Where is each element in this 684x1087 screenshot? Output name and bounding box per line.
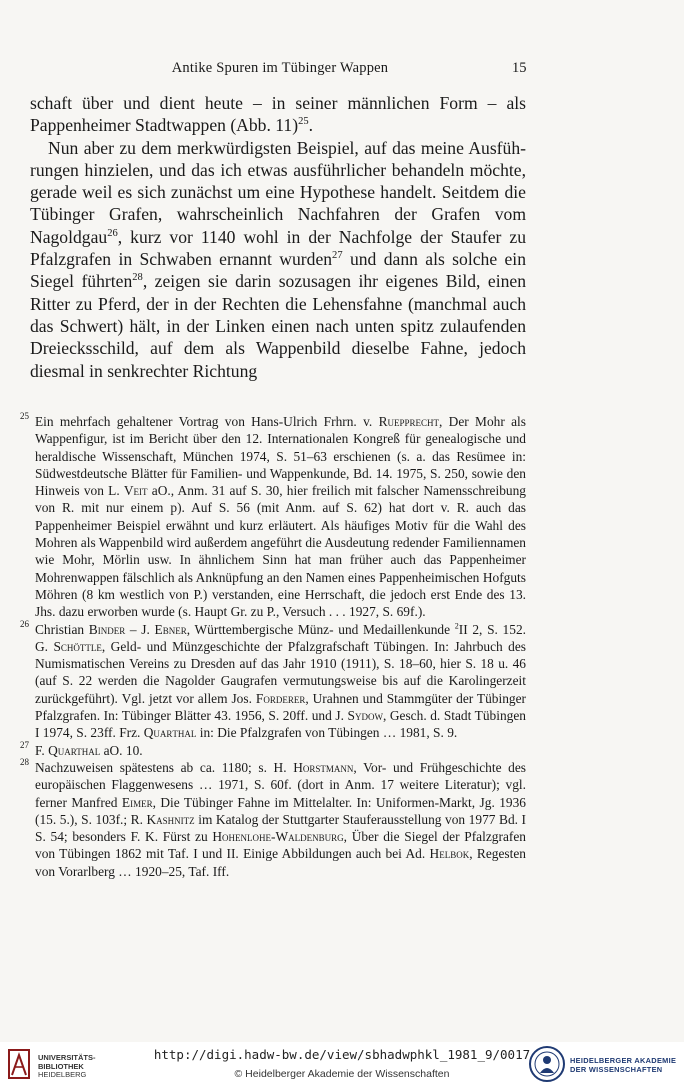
university-library-logo[interactable] bbox=[8, 1047, 118, 1081]
paragraph-1: schaft über und dient heute – in seiner männlichen Form – als Pappenheimer Stadtwappen (Abb. 11)$^{25}$. bbox=[30, 93, 526, 136]
page-number: 15 bbox=[512, 60, 527, 76]
viewer-footer bbox=[0, 1042, 684, 1087]
footnote-ref-26[interactable]: 26 bbox=[107, 227, 118, 239]
footnote-ref-27[interactable]: 27 bbox=[332, 250, 343, 262]
footnote-ref-28[interactable]: 28 bbox=[132, 272, 143, 284]
footnote-number: 27 bbox=[20, 739, 29, 750]
copyright-notice: © Heidelberger Akademie der Wissenschaften bbox=[234, 1068, 450, 1080]
paragraph-2: Nun aber zu dem merkwürdigsten Beispiel, auf das meine Ausführungen hinzielen, und das ich etwas ausführlicher behandeln möchte, gerade weil es sich zunächst um eine Hypothese handelt. Seitdem die Tübinger Grafen, wahrscheinlich Nachfahren der Grafen vom Nagoldgau$^{26}$, kurz vor 1140 wohl in der Nachfolge der Staufer zu Pfalzgrafen in Schwaben ernannt wurden$^{27}$ und dann als solche ein Siegel führten$^{28}$, zeigen sie darin sozusagen ihr eigenes Bild, einen Ritter zu Pferd, der in der Rechten die Lehensfahne (manchmal auch das Schwert) hält, in der Linken einen nach unten spitz zulaufenden Dreiecksschild, auf dem als Wappenbild dieselbe Fahne, jedoch diesmal in senkrechter Richtung bbox=[30, 137, 526, 381]
academy-seal-icon bbox=[528, 1045, 566, 1083]
footnote-number: 28 bbox=[20, 756, 29, 767]
footnote-27: 27 F. Quarthal aO. 10. bbox=[20, 742, 526, 759]
running-head: Antike Spuren im Tübinger Wappen bbox=[171, 60, 389, 76]
academy-logo[interactable] bbox=[528, 1045, 678, 1083]
body-text bbox=[30, 92, 526, 382]
footnote-number: 26 bbox=[20, 618, 29, 629]
footnotes bbox=[20, 413, 526, 880]
footnote-28: 28 Nachzuweisen spätestens ab ca. 1180; s. H. Horstmann, Vor- und Frühgeschichte des europäischen Flaggenwesens … 1971, S. 60f. (dort in Anm. 17 weitere Literatur); vgl. ferner Manfred Eimer, Die Tübinger Fahne im Mittelalter. In: Uniformen-Markt, Jg. 1936 (15. 5.), S. 103f.; R. Kashnitz im Katalog der Stuttgarter Stauferausstellung von 1977 Bd. I S. 54; besonders F. K. Fürst zu Hohenlohe-Waldenburg, Über die Siegel der Pfalzgrafen von Tübingen 1862 mit Taf. I und II. Einige Abbildungen auch bei Ad. Helbok, Regesten von Vorarlberg … 1920–25, Taf. Iff. bbox=[20, 759, 526, 880]
academy-name: HEIDELBERGER AKADEMIE DER WISSENSCHAFTEN bbox=[570, 1056, 677, 1074]
footnote-25: 25 Ein mehrfach gehaltener Vortrag von Hans-Ulrich Frhrn. v. Ruepprecht, Der Mohr als Wappenfigur, ist im Bericht über den 12. Internationalen Kongreß für genealogische und heraldische Wissenschaft, München 1974, S. 51–63 erschienen (s. a. das Resümee in: Südwestdeutsche Blätter für Familien- und Wappenkunde, Bd. 14. 1975, S. 250, sowie den Hinweis von L. Veit aO., Anm. 31 auf S. 30, hier freilich mit falscher Namensschreibung von R. mit nur einem p). Auf S. 56 (mit Anm. auf S. 62) hat dort v. R. auch das Pappenheimer Beispiel erwähnt und kurz erläutert. Als häufiges Motiv für die Wahl des Mohren als Wappenbild wird außerdem angeführt die Ausdeutung redender Familiennamen wie Mohr, Mörlin usw. In ähnlichem Sinn hat man früher auch das Pappenheimer Mohrenwappen fälschlich als Anknüpfung an den Namen eines Pappenheimischen Hofguts Möhren (8 km westlich von P.) verstanden, eine Herrschaft, die jedoch erst Ende des 13. Jhs. dazu erworben wurde (s. Haupt Gr. zu P., Versuch . . . 1927, S. 69f.). bbox=[20, 413, 526, 621]
library-logo-icon bbox=[8, 1047, 32, 1081]
library-name: UNIVERSITÄTS- BIBLIOTHEK HEIDELBERG bbox=[38, 1053, 96, 1079]
permalink-url[interactable]: http://digi.hadw-bw.de/view/sbhadwphkl_1981_9/0017 bbox=[153, 1047, 531, 1062]
footnote-26: 26 Christian Binder – J. Ebner, Württembergische Münz- und Medaillenkunde $^2$II 2, S. 152. G. Schöttle, Geld- und Münzgeschichte der Pfalzgrafschaft Tübingen. In: Jahrbuch des Numismatischen Vereins zu Dresden auf das Jahr 1910 (1911), S. 18–60, hier S. 18 u. 46 (auf S. 22 werden die Nagolder Gaugrafen vermutungsweise bis auf die Karolingerzeit zurückgeführt). Vgl. jetzt vor allem Jos. Forderer, Urahnen und Stammgüter der Tübinger Pfalzgrafen. In: Tübinger Blätter 43. 1956, S. 20ff. und J. Sydow, Gesch. d. Stadt Tübingen I 1974, S. 23ff. Frz. Quarthal in: Die Pfalzgrafen von Tübingen … 1981, S. 9. bbox=[20, 621, 526, 742]
footnote-number: 25 bbox=[20, 411, 29, 421]
footnote-ref-25[interactable]: 25 bbox=[298, 116, 309, 128]
